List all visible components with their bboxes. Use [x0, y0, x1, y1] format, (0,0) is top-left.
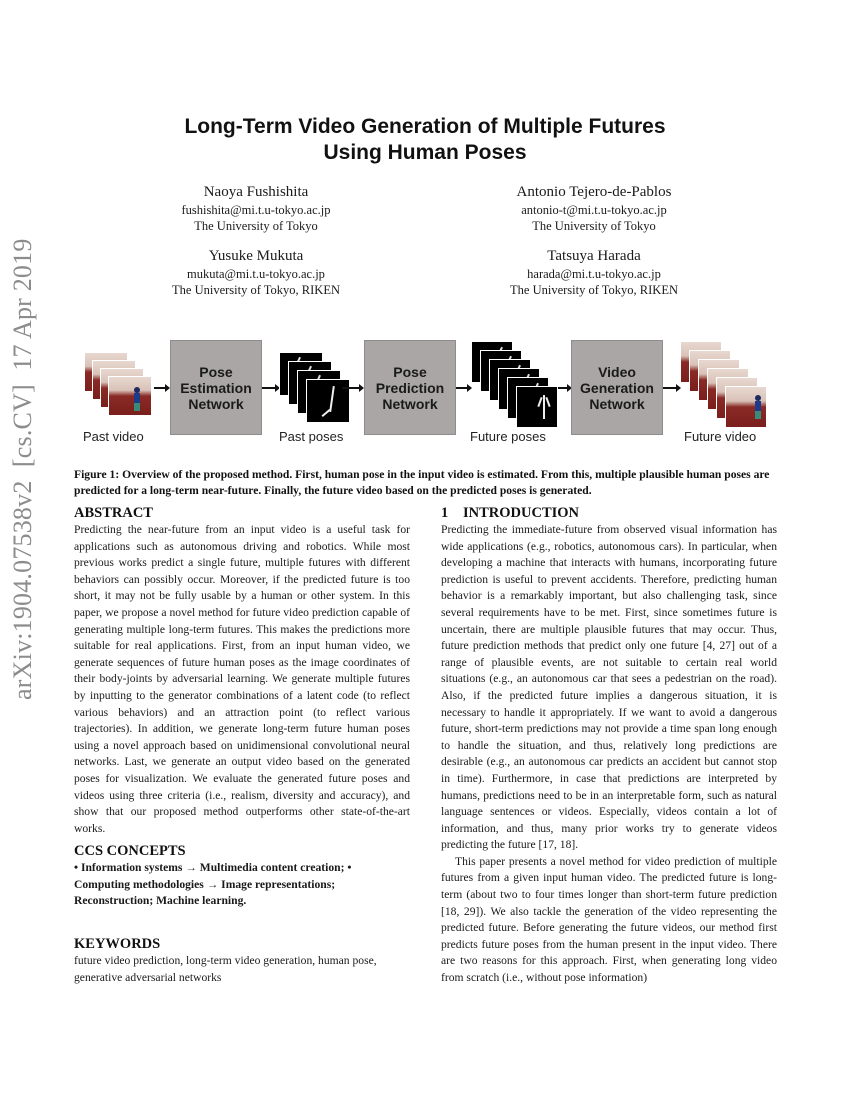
- pose-estimation-network-box: [170, 340, 262, 435]
- abstract-heading: ABSTRACT: [74, 505, 153, 521]
- keywords-section: [74, 935, 410, 986]
- figure-1-caption: Figure 1: Overview of the proposed method. First, human pose in the input video is estimated. From this, multiple plausible human poses are predicted for a long-term near-future. Finally, the future video based on the predicted poses is generated.: [74, 468, 770, 497]
- ccs-text: • Information systems → Multimedia content creation; • Computing methodologies → Image representations; Reconstruction; Machine learning.: [74, 861, 352, 908]
- pose-frame: [306, 379, 350, 423]
- ccs-section: [74, 842, 410, 910]
- left-column: [74, 504, 410, 837]
- arrow-icon: [456, 387, 468, 389]
- author-block: [444, 182, 744, 234]
- author-email[interactable]: mukuta@mi.t.u-tokyo.ac.jp: [187, 267, 325, 281]
- arrow-icon: [154, 387, 166, 389]
- arrow-icon: [342, 387, 360, 389]
- introduction-heading: [441, 504, 777, 522]
- author-name: Tatsuya Harada: [547, 248, 641, 264]
- title-line-2: Using Human Poses: [323, 141, 527, 164]
- label-future-poses: Future poses: [470, 429, 546, 444]
- pose-skeleton-icon: [329, 386, 335, 412]
- section-title: INTRODUCTION: [463, 505, 580, 521]
- author-affiliation: The University of Tokyo: [532, 219, 656, 233]
- ccs-heading: CCS CONCEPTS: [74, 843, 186, 859]
- label-future-video: Future video: [684, 429, 757, 444]
- video-generation-network-box: [571, 340, 663, 435]
- author-name: Yusuke Mukuta: [208, 248, 304, 264]
- box-label-line: Pose: [199, 363, 233, 380]
- figure-1-pipeline-diagram: [78, 335, 778, 450]
- author-affiliation: The University of Tokyo: [194, 219, 318, 233]
- author-affiliation: The University of Tokyo, RIKEN: [172, 283, 340, 297]
- pose-skeleton-icon: [537, 397, 542, 407]
- pose-skeleton-icon: [545, 397, 550, 407]
- box-label-line: Estimation: [180, 379, 252, 396]
- box-label-line: Network: [589, 395, 645, 412]
- author-name: Antonio Tejero-de-Pablos: [516, 184, 672, 200]
- pose-skeleton-icon: [543, 395, 545, 419]
- paper-title: [0, 114, 850, 166]
- arxiv-identifier-stamp: arXiv:1904.07538v2 [cs.CV] 17 Apr 2019: [8, 238, 37, 700]
- author-name: Naoya Fushishita: [203, 184, 309, 200]
- title-line-1: Long-Term Video Generation of Multiple Futures: [184, 115, 666, 138]
- label-past-poses: Past poses: [279, 429, 344, 444]
- author-email[interactable]: harada@mi.t.u-tokyo.ac.jp: [527, 267, 661, 281]
- box-label-line: Prediction: [375, 379, 445, 396]
- box-label-line: Generation: [580, 379, 654, 396]
- video-frame: [108, 376, 152, 416]
- introduction-section: [441, 504, 777, 987]
- arrow-icon: [663, 387, 677, 389]
- introduction-paragraph-1: Predicting the immediate-future from observed visual information has wide applications (e.g., robotics, autonomous cars). In particular, when developing a machine that interacts with humans, incorporating future prediction is useful to prevent accidents. Therefore, predicting human behavior is a remarkably important, but also challenging task, since several requirements have to be met. First, since sometimes future is uncertain, there are multiple plausible futures that may occur. Thus, future prediction methods that predict only one future [4, 27] out of a range of plausible events, are not suitable to certain real world situations (e.g., an autonomous car that sees a pedestrian on the road). Also, if the predicted future implies a dangerous situation, it is necessary to handle it appropriately. If we want to avoid a dangerous future, short-term predictions may not provide a time span long enough to handle the situation, and thus, relatively long predictions are desirable (e.g., an autonomous car predicts an accident but cannot stop in time). Furthermore, in case that predictions are interpreted by humans, predictions need to be in an interpretable form, such as natural language sentences or videos. Especially, videos contain a lot of information, and thus, many prior works try to generate videos predicting the future [17, 18].: [441, 523, 777, 852]
- box-label-line: Video: [598, 363, 636, 380]
- author-block: [106, 182, 406, 234]
- author-block: [106, 246, 406, 298]
- box-label-line: Pose: [393, 363, 427, 380]
- keywords-text: future video prediction, long-term video generation, human pose, generative adversarial networks: [74, 954, 377, 984]
- keywords-heading: KEYWORDS: [74, 936, 161, 952]
- section-number: 1: [441, 505, 449, 521]
- box-label-line: Network: [188, 395, 244, 412]
- author-email[interactable]: antonio-t@mi.t.u-tokyo.ac.jp: [521, 203, 667, 217]
- person-figure: [133, 387, 141, 411]
- author-email[interactable]: fushishita@mi.t.u-tokyo.ac.jp: [181, 203, 331, 217]
- box-label-line: Network: [382, 395, 438, 412]
- video-frame: [725, 386, 767, 428]
- author-block: [444, 246, 744, 298]
- label-past-video: Past video: [83, 429, 144, 444]
- person-figure: [754, 395, 762, 419]
- introduction-paragraph-2: This paper presents a novel method for video prediction of multiple futures from a given input human video. The predicted future is long-term (about two to four times longer than short-term future prediction [18, 29]). We also tackle the generation of the video representing the predicted future. Before generating the future videos, our method first predicts future poses from the human present in the input video. There are two reasons for this approach. First, when generating long video from scratch (i.e., without pose information): [441, 854, 777, 985]
- author-affiliation: The University of Tokyo, RIKEN: [510, 283, 678, 297]
- pose-prediction-network-box: [364, 340, 456, 435]
- abstract-text: Predicting the near-future from an input video is a useful task for applications such as autonomous driving and robotics. While most previous works predict a single future, multiple futures with different behaviors can possibly occur. Moreover, if the predicted future is too short, it may not be fully usable by a human or other system. In this paper, we propose a novel method for future video prediction capable of generating multiple long-term futures. This makes the predictions more suitable for real applications. First, from an input human video, we generate sequences of future human poses as the image coordinates of their body-joints by adversarial learning. We generate multiple futures by inputting to the generator combinations of a latent code (to reflect various behaviors) and an attraction point (to reflect various trajectories). In addition, we generate long-term future human poses using a novel approach based on unidimensional convolutional neural networks. Last, we generate an output video based on the generated poses for visualization. We evaluate the generated future poses and videos using three criteria (i.e., realism, diversity and accuracy), and show that our proposed method outperforms other state-of-the-art works.: [74, 523, 410, 835]
- pose-frame: [516, 386, 558, 428]
- arrow-icon: [558, 387, 568, 389]
- pose-skeleton-icon: [322, 409, 331, 417]
- arrow-icon: [262, 387, 276, 389]
